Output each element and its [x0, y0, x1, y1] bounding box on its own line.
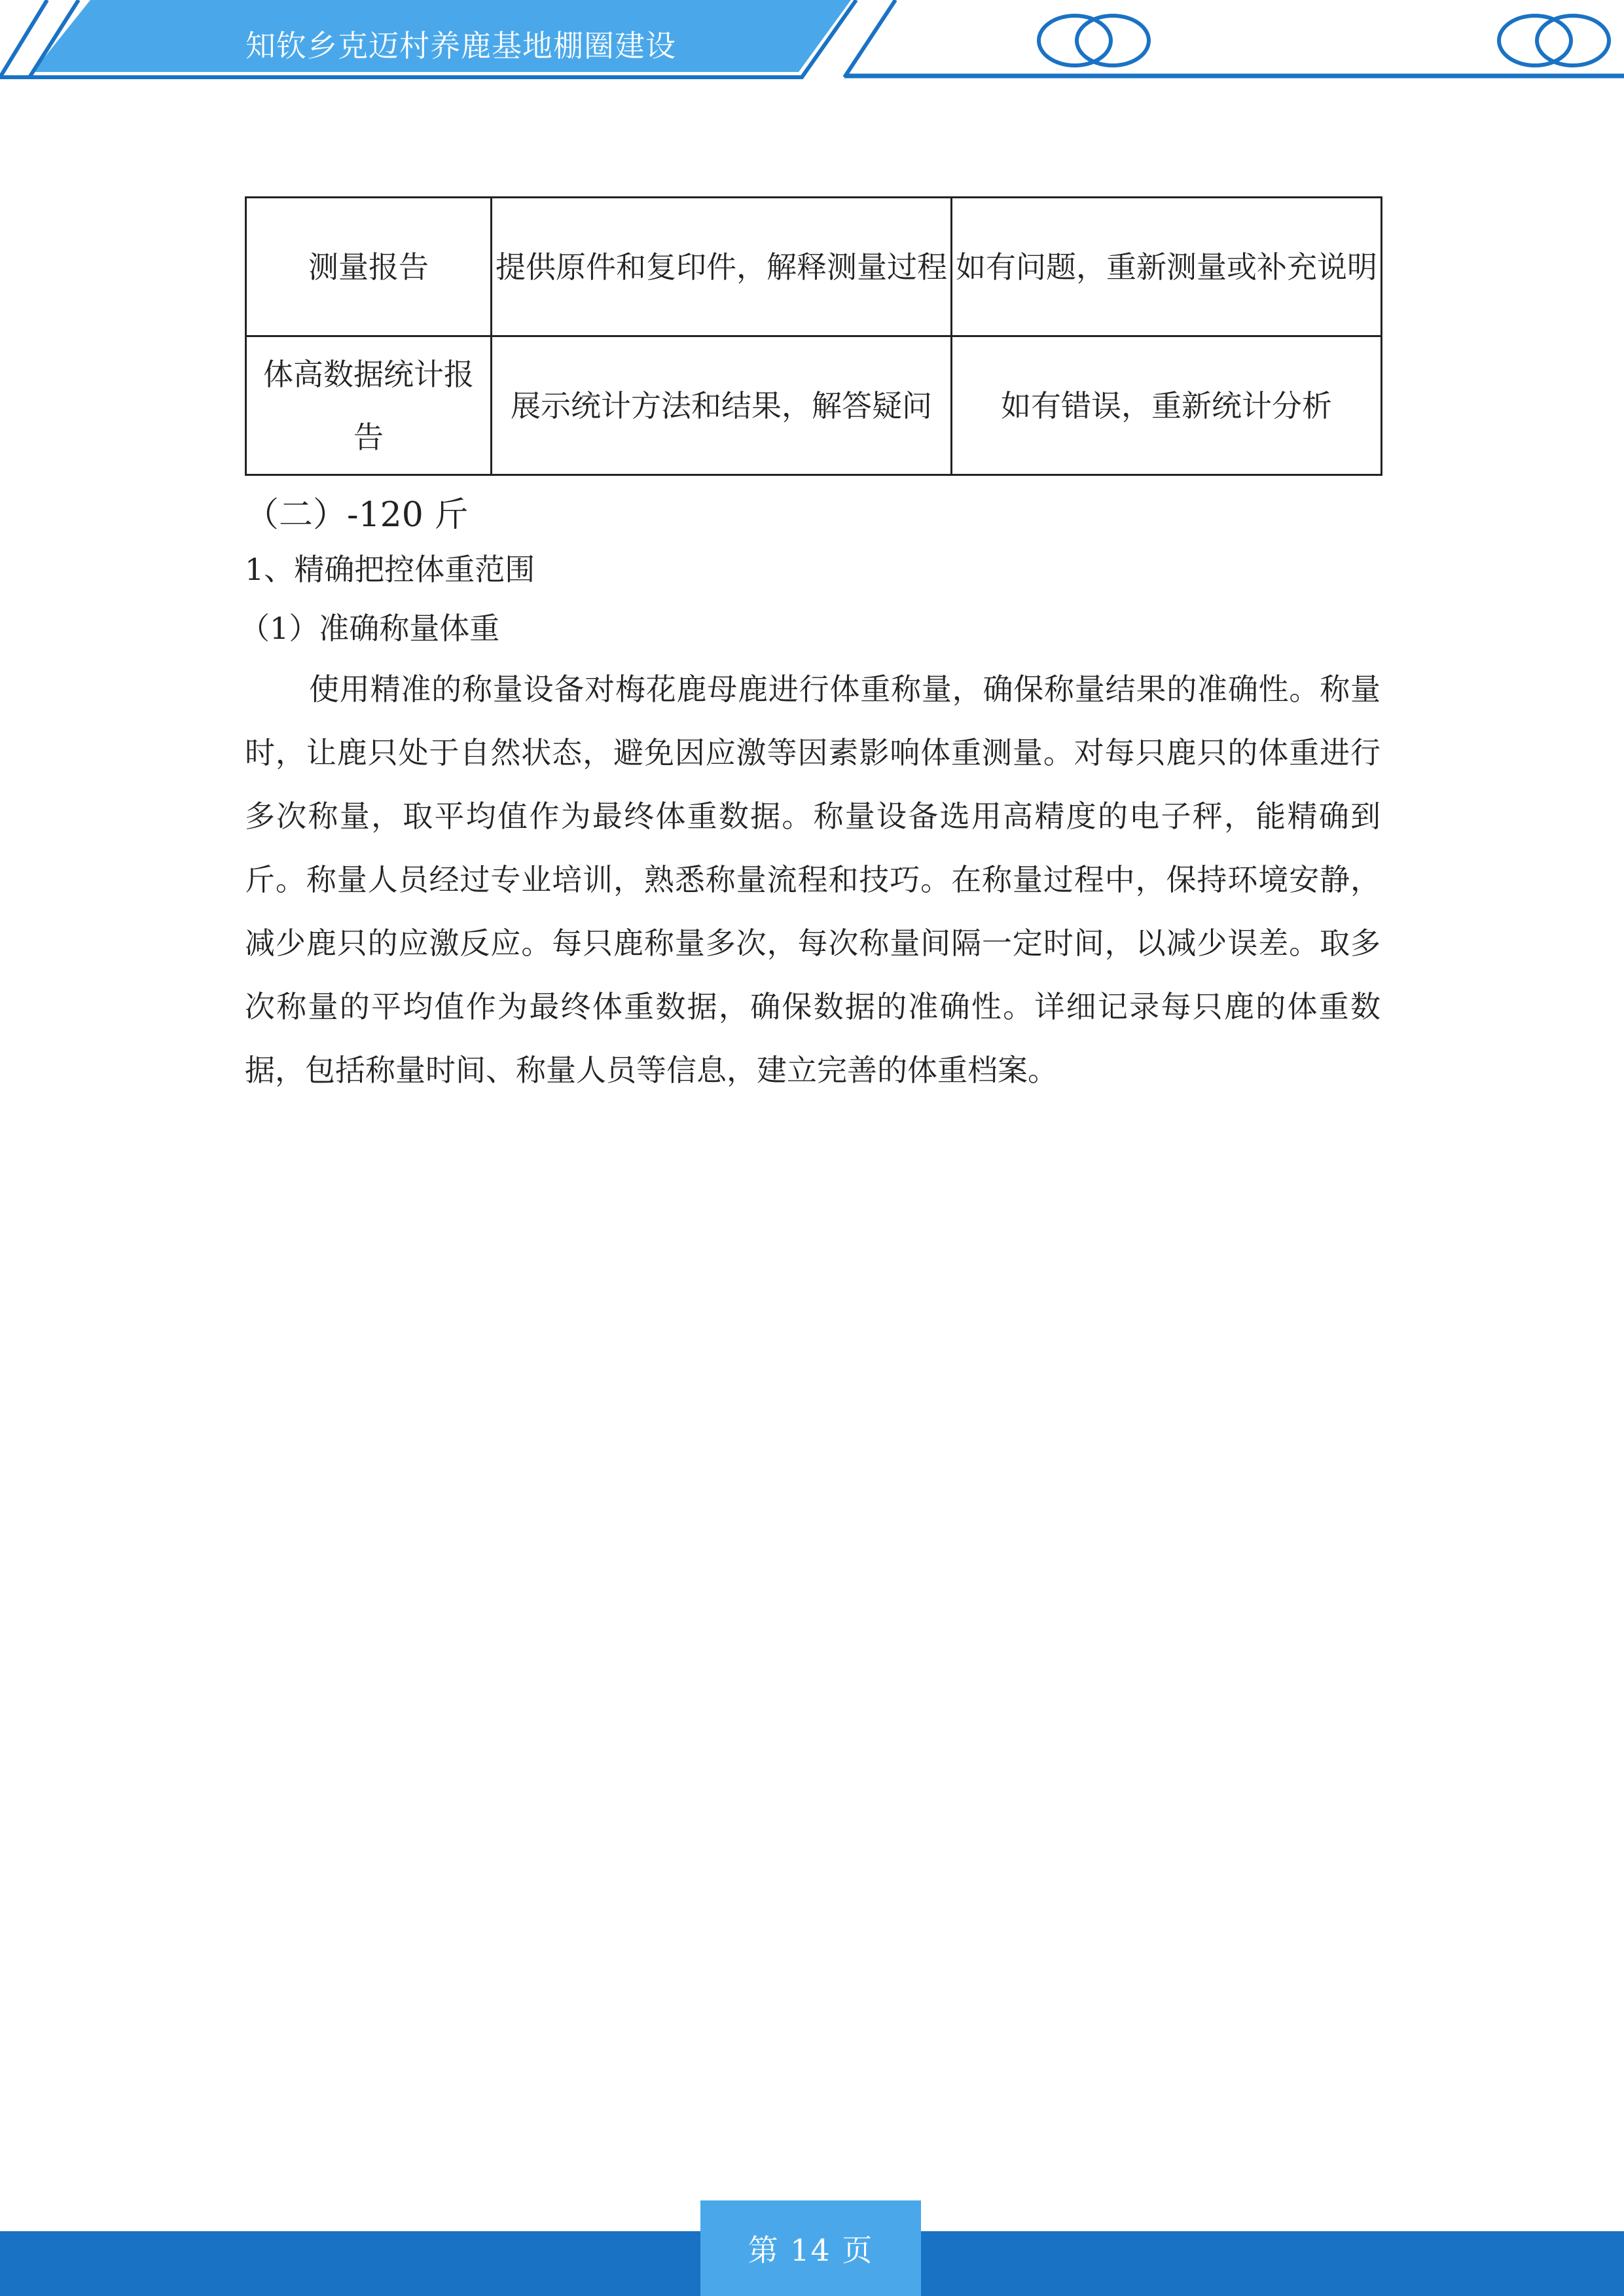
- rings-icon: [1499, 16, 1609, 65]
- section-heading: （二）-120 斤: [245, 495, 469, 535]
- page-number: 第 14 页: [700, 2200, 921, 2296]
- review-table: [245, 196, 1382, 476]
- table-row: [246, 336, 1382, 475]
- subheading: 1、精确把控体重范围: [245, 552, 535, 587]
- header-decoration: [0, 0, 1624, 85]
- table-cell-item: 测量报告: [246, 198, 492, 336]
- table-cell-method: 展示统计方法和结果，解答疑问: [492, 336, 952, 475]
- table-cell-handling: 如有问题，重新测量或补充说明: [952, 198, 1382, 336]
- table-row: [246, 198, 1382, 336]
- page-content: [240, 196, 1380, 1102]
- subsubheading: （1）准确称量体重: [240, 611, 500, 646]
- table-cell-handling: 如有错误，重新统计分析: [952, 336, 1382, 475]
- table-cell-method: 提供原件和复印件，解释测量过程: [492, 198, 952, 336]
- document-title: 知钦乡克迈村养鹿基地棚圈建设: [245, 28, 676, 63]
- rings-icon: [1039, 16, 1149, 65]
- body-paragraph: 使用精准的称量设备对梅花鹿母鹿进行体重称量，确保称量结果的准确性。称量时，让鹿只处于自然状态，避免因应激等因素影响体重测量。对每只鹿只的体重进行多次称量，取平均值作为最终体重数据。称量设备选用高精度的电子秤，能精确到斤。称量人员经过专业培训，熟悉称量流程和技巧。在称量过程中，保持环境安静，减少鹿只的应激反应。每只鹿称量多次，每次称量间隔一定时间，以减少误差。取多次称量的平均值作为最终体重数据，确保数据的准确性。详细记录每只鹿的体重数据，包括称量时间、称量人员等信息，建立完善的体重档案。: [245, 672, 1380, 1088]
- header-stripe-right: [844, 0, 895, 77]
- table-cell-item: 体高数据统计报告: [246, 336, 492, 475]
